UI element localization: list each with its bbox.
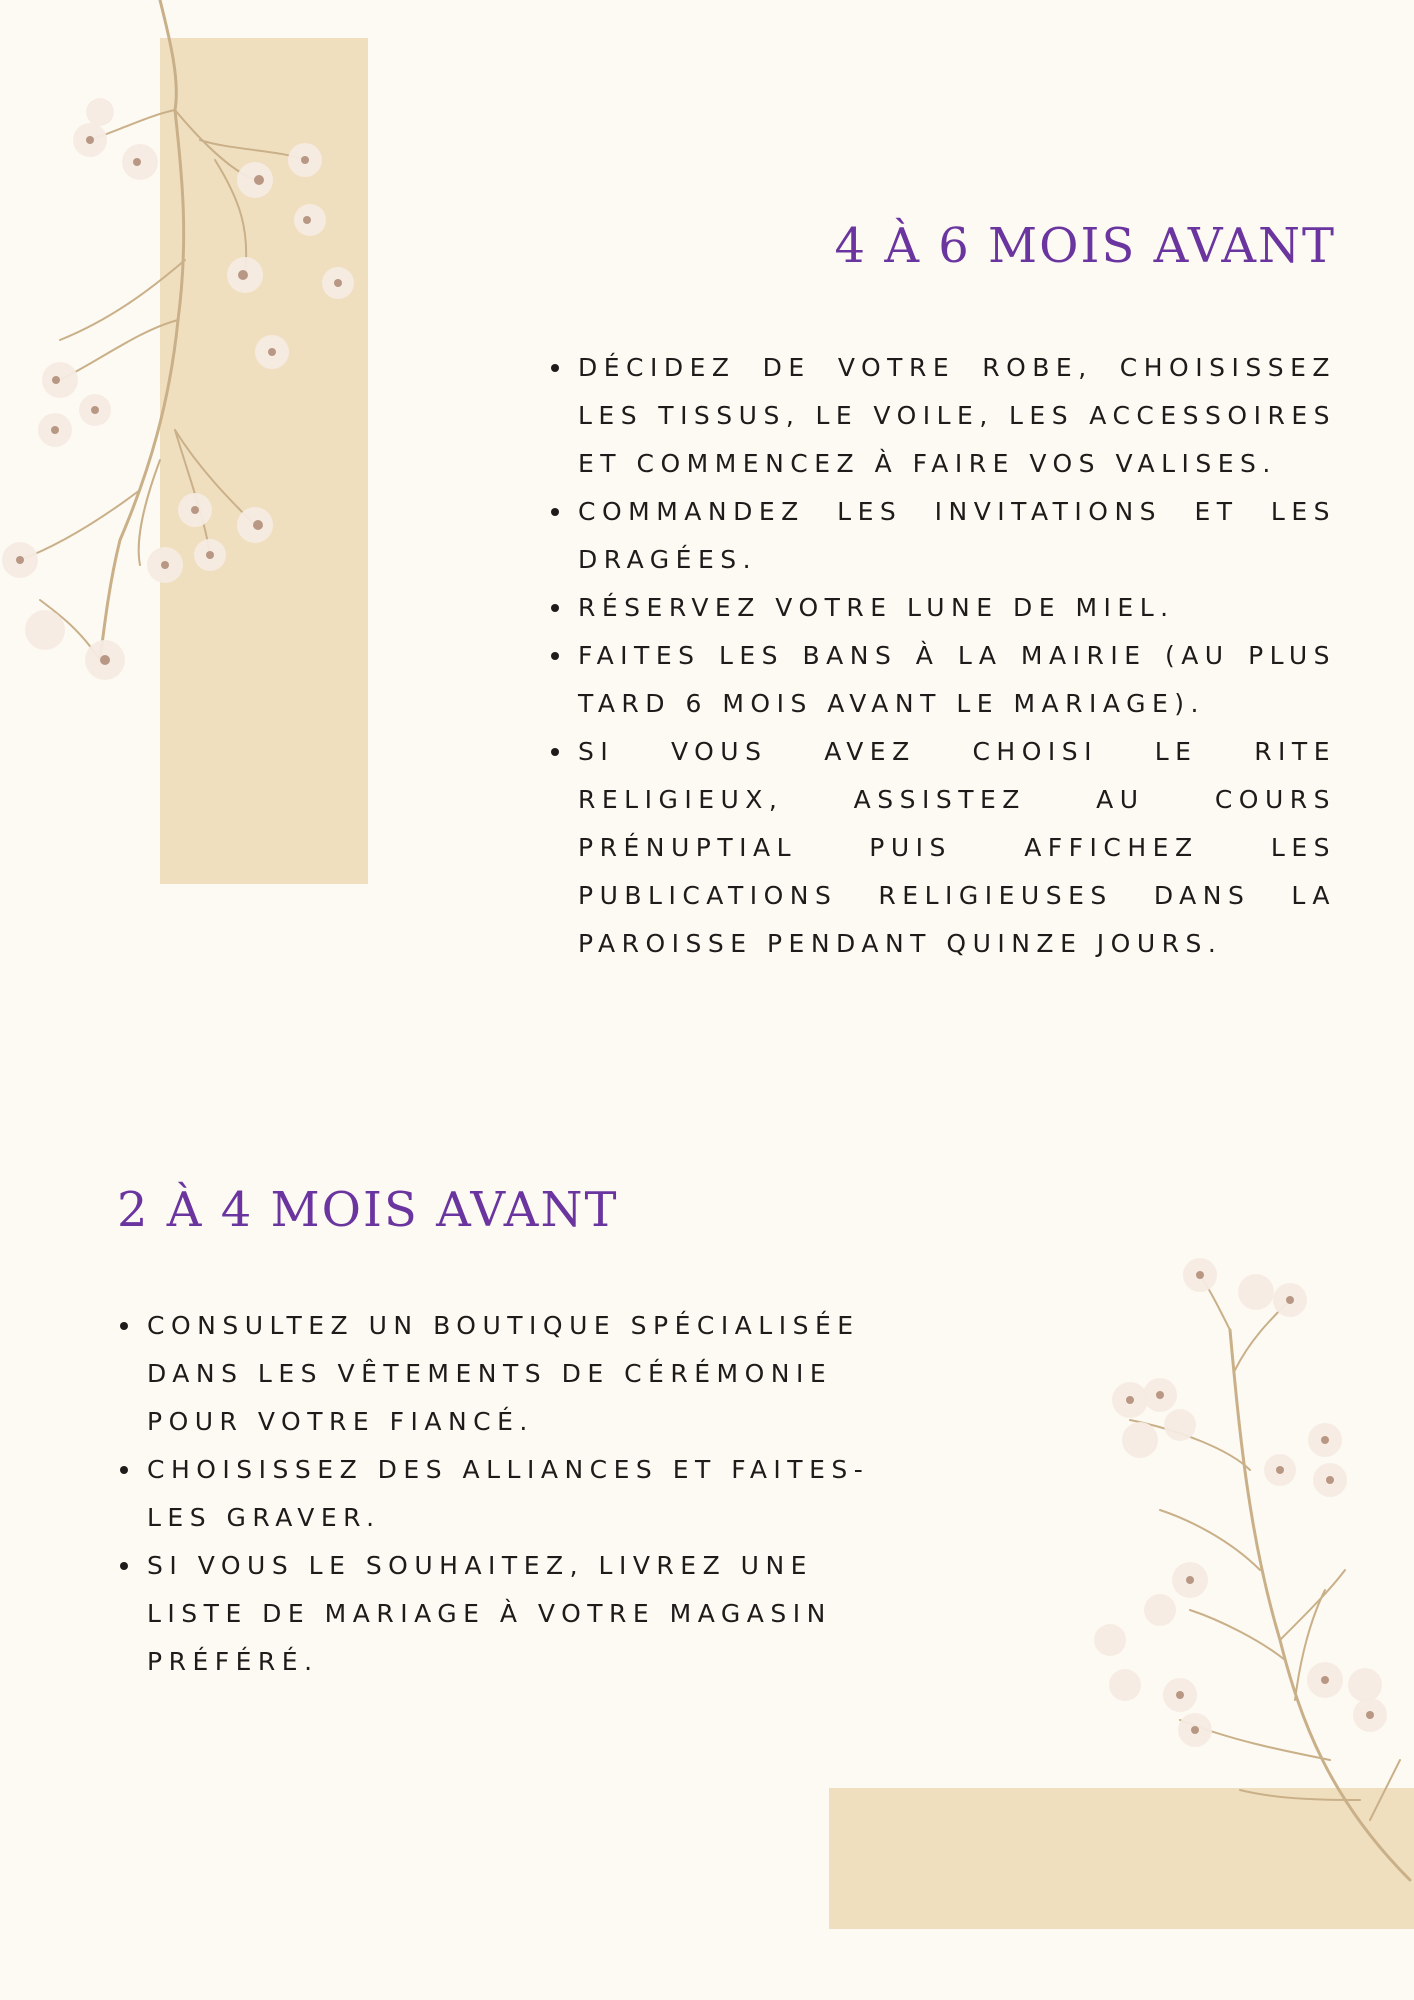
- section-heading-2-4-months: 2 À 4 MOIS AVANT: [117, 1182, 619, 1238]
- list-item: COMMANDEZ LES INVITATIONS ET LES DRAGÉES.: [578, 488, 1336, 584]
- list-item: CONSULTEZ UN BOUTIQUE SPÉCIALISÉE DANS LES VÊTEMENTS DE CÉRÉMONIE POUR VOTRE FIANCÉ.: [147, 1302, 907, 1446]
- list-item: DÉCIDEZ DE VOTRE ROBE, CHOISISSEZ LES TISSUS, LE VOILE, LES ACCESSOIRES ET COMMENCEZ À FAIRE VOS VALISES.: [578, 344, 1336, 488]
- floral-branch-illustration-bottom: [1080, 1240, 1414, 1890]
- floral-branch-illustration-top: [0, 0, 400, 720]
- list-item: SI VOUS AVEZ CHOISI LE RITE RELIGIEUX, ASSISTEZ AU COURS PRÉNUPTIAL PUIS AFFICHEZ LES PUBLICATIONS RELIGIEUSES DANS LA PAROISSE PENDANT QUINZE JOURS.: [578, 728, 1336, 968]
- list-item: RÉSERVEZ VOTRE LUNE DE MIEL.: [578, 584, 1336, 632]
- list-item: FAITES LES BANS À LA MAIRIE (AU PLUS TARD 6 MOIS AVANT LE MARIAGE).: [578, 632, 1336, 728]
- checklist-4-6-months: [578, 344, 1336, 968]
- checklist-2-4-months: [147, 1302, 907, 1686]
- section-heading-4-6-months: 4 À 6 MOIS AVANT: [834, 218, 1336, 274]
- list-item: SI VOUS LE SOUHAITEZ, LIVREZ UNE LISTE DE MARIAGE À VOTRE MAGASIN PRÉFÉRÉ.: [147, 1542, 907, 1686]
- list-item: CHOISISSEZ DES ALLIANCES ET FAITES-LES GRAVER.: [147, 1446, 907, 1542]
